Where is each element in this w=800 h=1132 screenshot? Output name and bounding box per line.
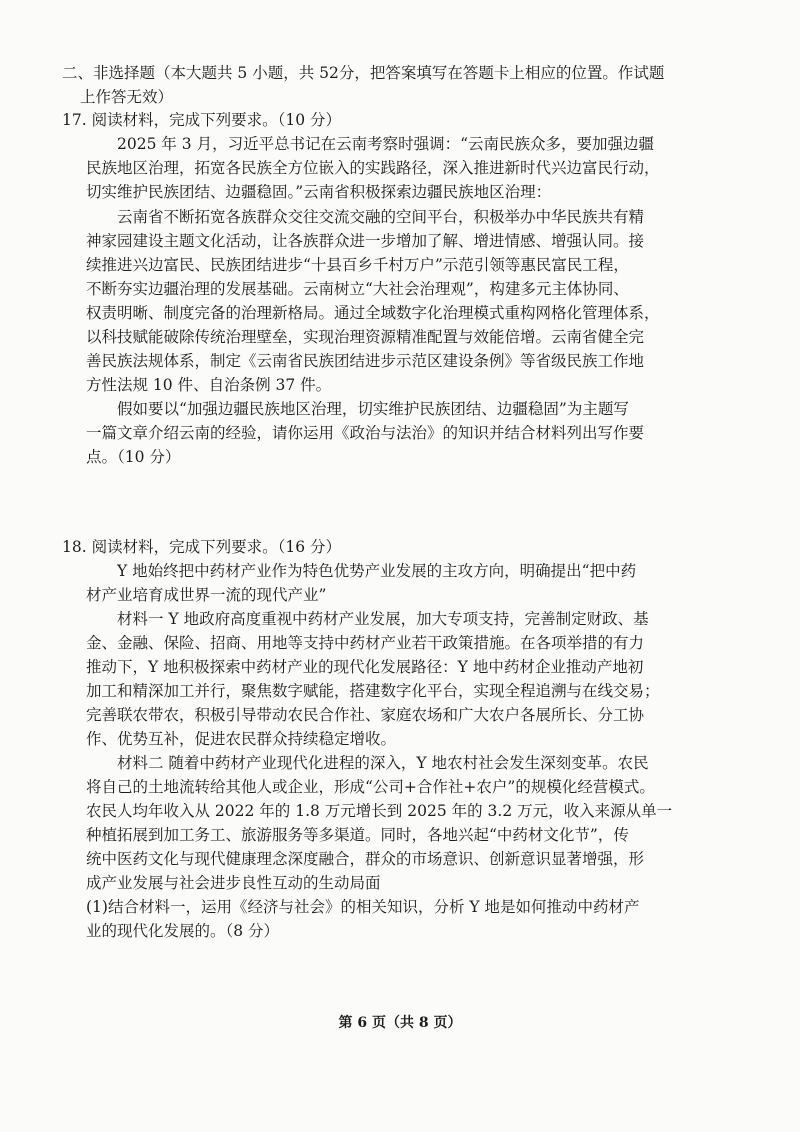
q18-title: 18. 阅读材料，完成下列要求。（16 分）	[62, 538, 341, 556]
q18-m1-line-3: 推动下，Y 地积极探索中药材产业的现代化发展路径：Y 地中药材企业推动产地初	[86, 658, 644, 676]
q18-m1-line-1: 材料一 Y 地政府高度重视中药材产业发展，加大专项支持，完善制定财政、基	[117, 610, 649, 628]
q18-intro-line-1: Y 地始终把中药材产业作为特色优势产业发展的主攻方向，明确提出“把中药	[117, 562, 637, 580]
q17-p1-line-1: 2025 年 3 月，习近平总书记在云南考察时强调：“云南民族众多，要加强边疆	[117, 135, 655, 153]
q18-m2-line-2: 将自己的土地流转给其他人或企业，形成“公司+合作社+农户”的规模化经营模式。	[86, 778, 655, 796]
q18-m1-line-4: 加工和精深加工并行，聚焦数字赋能，搭建数字化平台，实现全程追溯与在线交易；	[86, 682, 660, 700]
q18-sub1-line-2: 业的现代化发展的。（8 分）	[86, 922, 280, 940]
q17-p2-line-6: 以科技赋能破除传统治理壁垒，实现治理资源精准配置与效能倍增。云南省健全完	[86, 328, 645, 346]
q18-intro-line-2: 材产业培育成世界一流的现代产业”	[86, 586, 327, 604]
q17-p3-line-1: 假如要以“加强边疆民族地区治理，切实维护民族团结、边疆稳固”为主题写	[117, 400, 629, 418]
q18-m2-line-1: 材料二 随着中药材产业现代化进程的深入，Y 地农村社会发生深刻变革。农民	[117, 754, 649, 772]
q17-title: 17. 阅读材料，完成下列要求。（10 分）	[62, 111, 341, 129]
section-header-line-1: 二、非选择题（本大题共 5 小题，共 52分，把答案填写在答题卡上相应的位置。作试题	[62, 64, 665, 82]
q17-p2-line-2: 神家园建设主题文化活动，让各族群众进一步增加了解、增进情感、增强认同。接	[86, 232, 645, 250]
q18-sub1-line-1: (1)结合材料一，运用《经济与社会》的相关知识，分析 Y 地是如何推动中药材产	[86, 898, 640, 916]
q17-p2-line-1: 云南省不断拓宽各族群众交往交流交融的空间平台，积极举办中华民族共有精	[117, 208, 645, 226]
q18-m1-line-2: 金、金融、保险、招商、用地等支持中药材产业若干政策措施。在各项举措的有力	[86, 634, 645, 652]
q18-m2-line-3: 农民人均年收入从 2022 年的 1.8 万元增长到 2025 年的 3.2 万元，收入来源从单一	[86, 802, 673, 820]
q18-m1-line-5: 完善联农带农，积极引导带动农民合作社、家庭农场和广大农户各展所长、分工协	[86, 706, 645, 724]
q18-m2-line-5: 统中医药文化与现代健康理念深度融合，群众的市场意识、创新意识显著增强，形	[86, 850, 645, 868]
q17-p2-line-4: 不断夯实边疆治理的发展基础。云南树立“大社会治理观”，构建多元主体协同、	[86, 280, 629, 298]
q17-p1-line-3: 切实维护民族团结、边疆稳固。”云南省积极探索边疆民族地区治理：	[86, 183, 552, 201]
q17-p3-line-2: 一篇文章介绍云南的经验，请你运用《政治与法治》的知识并结合材料列出写作要	[86, 424, 645, 442]
q17-p2-line-3: 续推进兴边富民、民族团结进步“十县百乡千村万户”示范引领等惠民富民工程，	[86, 256, 629, 274]
q17-p1-line-2: 民族地区治理，拓宽各民族全方位嵌入的实践路径，深入推进新时代兴边富民行动，	[86, 159, 660, 177]
q18-m1-line-6: 作、优势互补，促进农民群众持续稳定增收。	[86, 730, 397, 748]
section-header-line-2: 上作答无效）	[80, 88, 174, 106]
q17-p2-line-5: 权责明晰、制度完备的治理新格局。通过全域数字化治理模式重构网格化管理体系，	[86, 304, 660, 322]
q18-m2-line-4: 种植拓展到加工务工、旅游服务等多渠道。同时，各地兴起“中药材文化节”，传	[86, 826, 629, 844]
q17-p2-line-7: 善民族法规体系，制定《云南省民族团结进步示范区建设条例》等省级民族工作地	[86, 352, 645, 370]
q18-m2-line-6: 成产业发展与社会进步良性互动的生动局面	[86, 874, 381, 892]
q17-p3-line-3: 点。（10 分）	[86, 448, 181, 466]
page-number-footer: 第 6 页（共 8 页）	[338, 1015, 462, 1031]
q17-p2-line-8: 方性法规 10 件、自治条例 37 件。	[86, 376, 332, 394]
